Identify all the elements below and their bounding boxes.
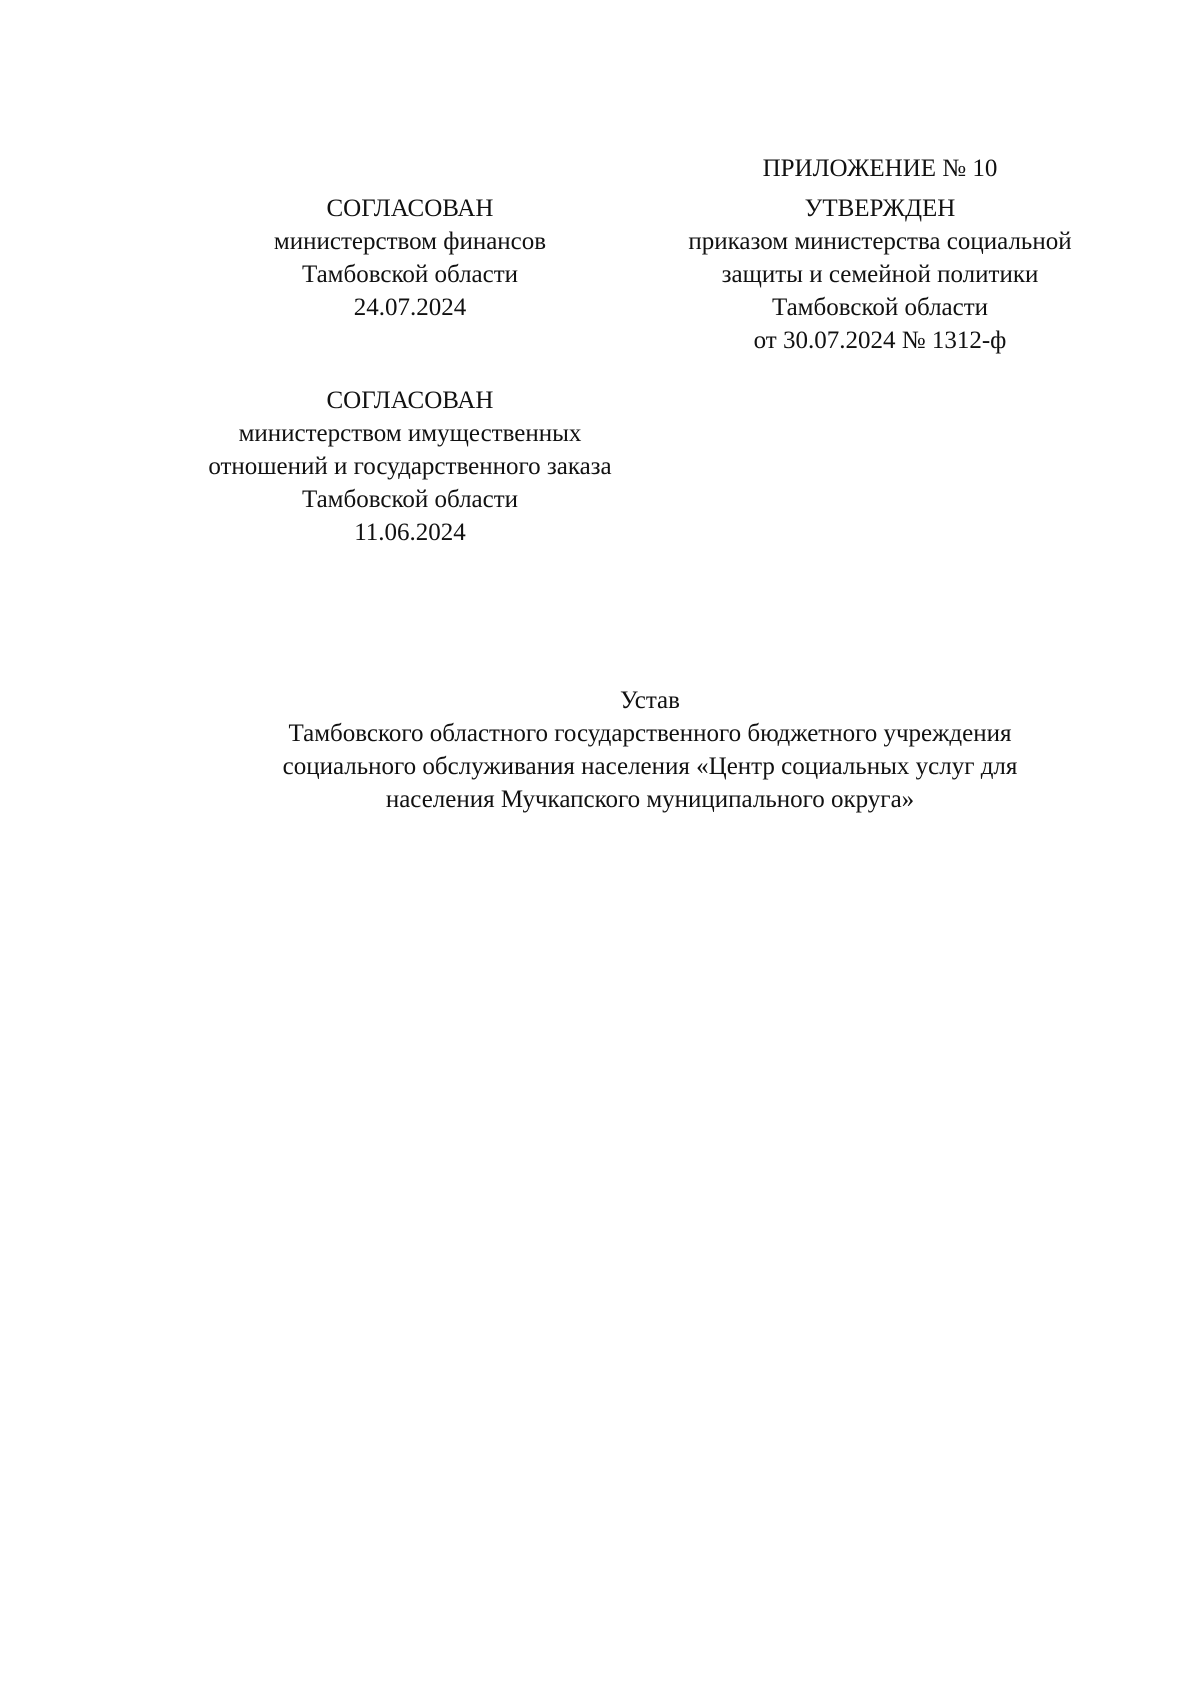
charter-title: Устав <box>620 687 680 714</box>
charter-title-block <box>150 684 1150 816</box>
agreed-finance-date: 24.07.2024 <box>353 294 467 321</box>
agreed-property-line: отношений и государственного заказа <box>208 453 612 480</box>
agreed-property-heading: СОГЛАСОВАН <box>326 387 494 414</box>
agreed-finance-line: министерством финансов <box>273 228 547 255</box>
approved-order-date: от 30.07.2024 № 1312-ф <box>753 327 1007 354</box>
approved-heading: УТВЕРЖДЕН <box>804 195 956 222</box>
agreed-property-line: Тамбовской области <box>301 486 519 513</box>
agreed-property-date: 11.06.2024 <box>354 519 466 546</box>
appendix-number: ПРИЛОЖЕНИЕ № 10 <box>762 155 998 182</box>
approved-line: приказом министерства социальной <box>688 228 1072 255</box>
approved-line: защиты и семейной политики <box>721 261 1039 288</box>
approved-block <box>630 192 1130 357</box>
agreed-property-block <box>140 384 680 549</box>
agreed-finance-line: Тамбовской области <box>301 261 519 288</box>
charter-subtitle-line: населения Мучкапского муниципального округа» <box>385 786 915 813</box>
agreed-property-line: министерством имущественных <box>238 420 582 447</box>
appendix-label <box>660 152 1100 185</box>
approved-line: Тамбовской области <box>771 294 989 321</box>
agreed-finance-heading: СОГЛАСОВАН <box>326 195 494 222</box>
charter-subtitle-line: социального обслуживания населения «Центр социальных услуг для <box>282 753 1018 780</box>
charter-subtitle-line: Тамбовского областного государственного бюджетного учреждения <box>288 720 1012 747</box>
agreed-finance-block <box>200 192 620 324</box>
